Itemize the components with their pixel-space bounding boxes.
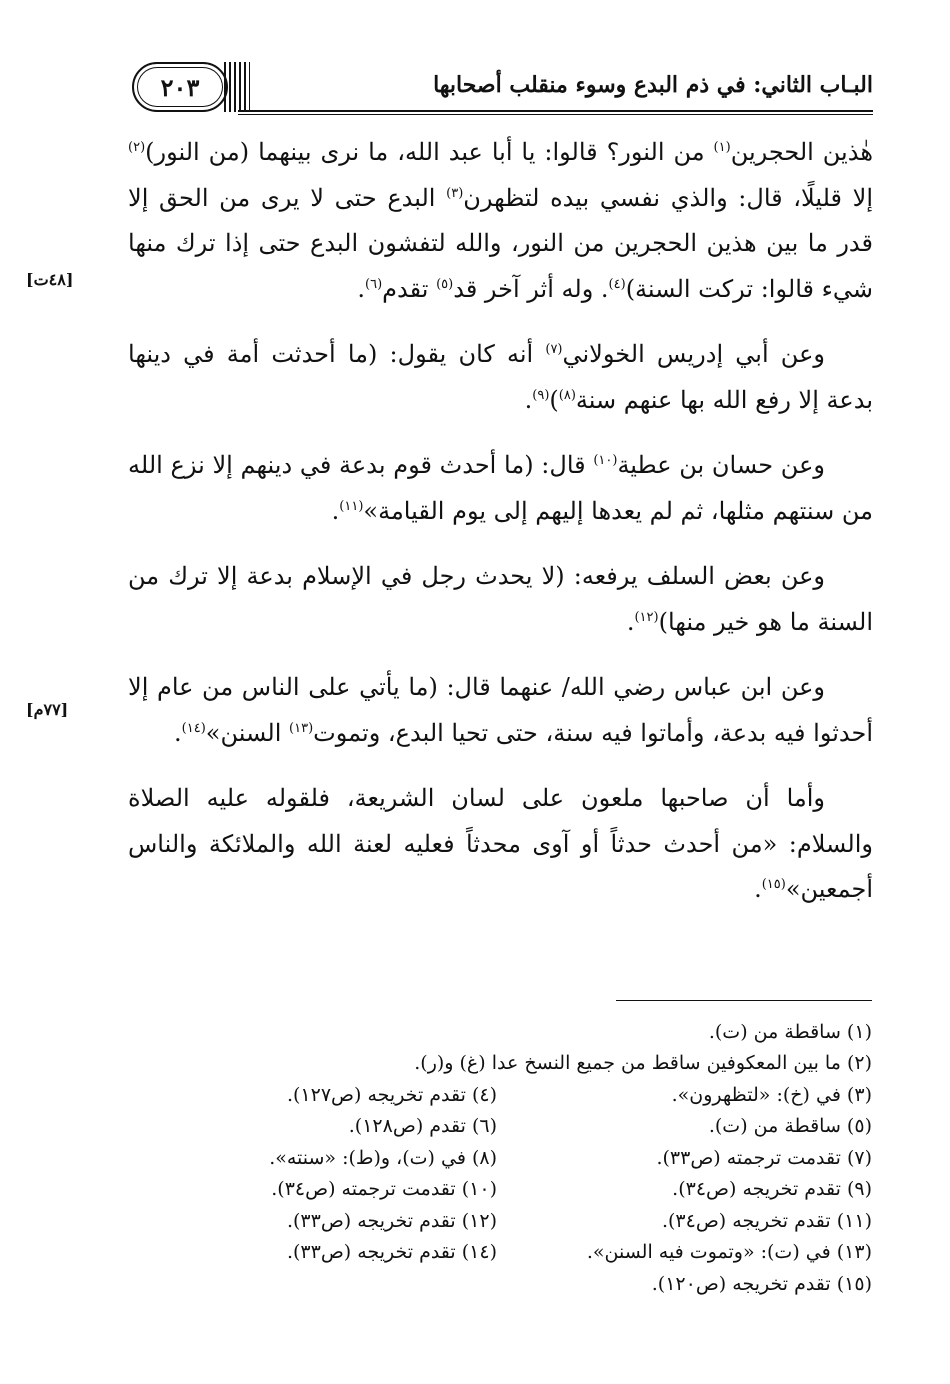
footnote-row <box>200 1016 872 1048</box>
header-ornament-icon <box>224 62 250 112</box>
footnote-ref[interactable]: (٤) <box>608 276 626 292</box>
margin-note-manuscript-t: [٤٨ت] <box>26 270 74 289</box>
footnote-ref[interactable]: (١٢) <box>634 609 659 625</box>
footnote-ref[interactable]: (٨) <box>558 387 576 403</box>
footnote: (٣) في (خ): «لتظهرون». <box>671 1083 872 1106</box>
footnote-ref[interactable]: (٩) <box>532 387 550 403</box>
footnote-row <box>200 1174 872 1206</box>
footnote-ref[interactable]: (١٥) <box>761 877 786 892</box>
footnote-ref[interactable]: (٥) <box>436 276 454 292</box>
footnote-separator <box>616 1000 872 1001</box>
footnote: (٧) تقدمت ترجمته (ص٣٣). <box>656 1146 872 1169</box>
footnote-row <box>200 1205 872 1237</box>
footnote-ref[interactable]: (١) <box>713 140 731 155</box>
footnotes <box>200 1016 872 1300</box>
paragraph: وعن حسان بن عطية$^{(١٠)}$ قال: (ما أحدث قوم بدعة في دينهم إلا نزع الله من سنتهم مثلها، ثم لم يعدها إليهم إلى يوم القيامة»$^{(١١)}$. <box>128 451 873 525</box>
footnote-ref[interactable]: (١٠) <box>593 453 618 468</box>
footnote-row <box>200 1079 872 1111</box>
footnote: (٤) تقدم تخريجه (ص١٢٧). <box>286 1083 497 1106</box>
footnote-ref[interactable]: (١١) <box>339 498 364 514</box>
chapter-title: البـاب الثاني: في ذم البدع وسوء منقلب أصحابها <box>433 72 873 98</box>
footnote: (٦) تقدم (ص١٢٨). <box>348 1115 497 1138</box>
footnote: (٨) في (ت)، و(ط): «سنته». <box>269 1146 497 1169</box>
footnote: (١) ساقطة من (ت). <box>708 1020 872 1043</box>
footnote: (١١) تقدم تخريجه (ص٣٤). <box>661 1209 872 1232</box>
paragraph: وعن بعض السلف يرفعه: (لا يحدث رجل في الإسلام بدعة إلا ترك من السنة ما هو خير منها)$^{(١٢)}$. <box>128 562 873 636</box>
footnote: (١٢) تقدم تخريجه (ص٣٣). <box>286 1209 497 1232</box>
footnote-ref[interactable]: (١٤) <box>181 720 206 736</box>
footnote-ref[interactable]: (٣) <box>446 185 464 201</box>
page-number-badge <box>132 62 228 112</box>
footnote-ref[interactable]: (٢) <box>128 140 146 155</box>
footnote-row <box>200 1111 872 1143</box>
footnote: (٢) ما بين المعكوفين ساقط من جميع النسخ عدا (غ) و(ر). <box>414 1052 872 1075</box>
header-rule-thin <box>238 114 873 115</box>
footnote: (١٠) تقدمت ترجمته (ص٣٤). <box>271 1178 497 1201</box>
footnote-row <box>200 1048 872 1080</box>
footnote: (٩) تقدم تخريجه (ص٣٤). <box>672 1178 872 1201</box>
margin-note-manuscript-m: [٧٧م] <box>26 700 69 719</box>
paragraph: وعن ابن عباس رضي الله/ عنهما قال: (ما يأتي على الناس من عام إلا أحدثوا فيه بدعة، وأماتوا فيه سنة، حتى تحيا البدع، وتموت$^{(١٣)}$ السنن»$^{(١٤)}$. <box>128 673 873 747</box>
page-number: ٢٠٣ <box>160 72 200 102</box>
running-header <box>128 48 873 114</box>
header-rule <box>238 110 873 112</box>
footnote: (١٥) تقدم تخريجه (ص١٢٠). <box>651 1272 872 1295</box>
footnote-row <box>200 1268 872 1300</box>
footnote-row <box>200 1142 872 1174</box>
main-text <box>128 130 873 933</box>
paragraph: هٰذين الحجرين$^{(١)}$ من النور؟ قالوا: يا أبا عبد الله، ما نرى بينهما (من النور)$^{(٢)}$ إلا قليلًا، قال: والذي نفسي بيده لتظهرن$^{(٣)}$ البدع حتى لا يرى من الحق إلا قدر ما بين هذين الحجرين من النور، والله لتفشون البدع حتى إذا ترك منها شيء قالوا: تركت السنة)$^{(٤)}$. وله أثر آخر قد$^{(٥)}$ تقدم$^{(٦)}$. <box>128 138 873 303</box>
paragraph: وأما أن صاحبها ملعون على لسان الشريعة، فلقوله عليه الصلاة والسلام: «من أحدث حدثاً أو آوى محدثاً فعليه لعنة الله والملائكة والناس أجمعين»$^{(١٥)}$. <box>128 784 873 903</box>
footnote: (٥) ساقطة من (ت). <box>708 1115 872 1138</box>
footnote-ref[interactable]: (٧) <box>545 342 563 357</box>
footnote-row <box>200 1237 872 1269</box>
footnote: (١٤) تقدم تخريجه (ص٣٣). <box>286 1241 497 1264</box>
paragraph: وعن أبي إدريس الخولاني$^{(٧)}$ أنه كان يقول: (ما أحدثت أمة في دينها بدعة إلا رفع الله بها عنهم سنة$^{(٨)}$)$^{(٩)}$. <box>128 340 873 414</box>
footnote-ref[interactable]: (١٣) <box>289 720 314 736</box>
footnote: (١٣) في (ت): «وتموت فيه السنن». <box>586 1241 872 1264</box>
footnote-ref[interactable]: (٦) <box>365 276 383 292</box>
